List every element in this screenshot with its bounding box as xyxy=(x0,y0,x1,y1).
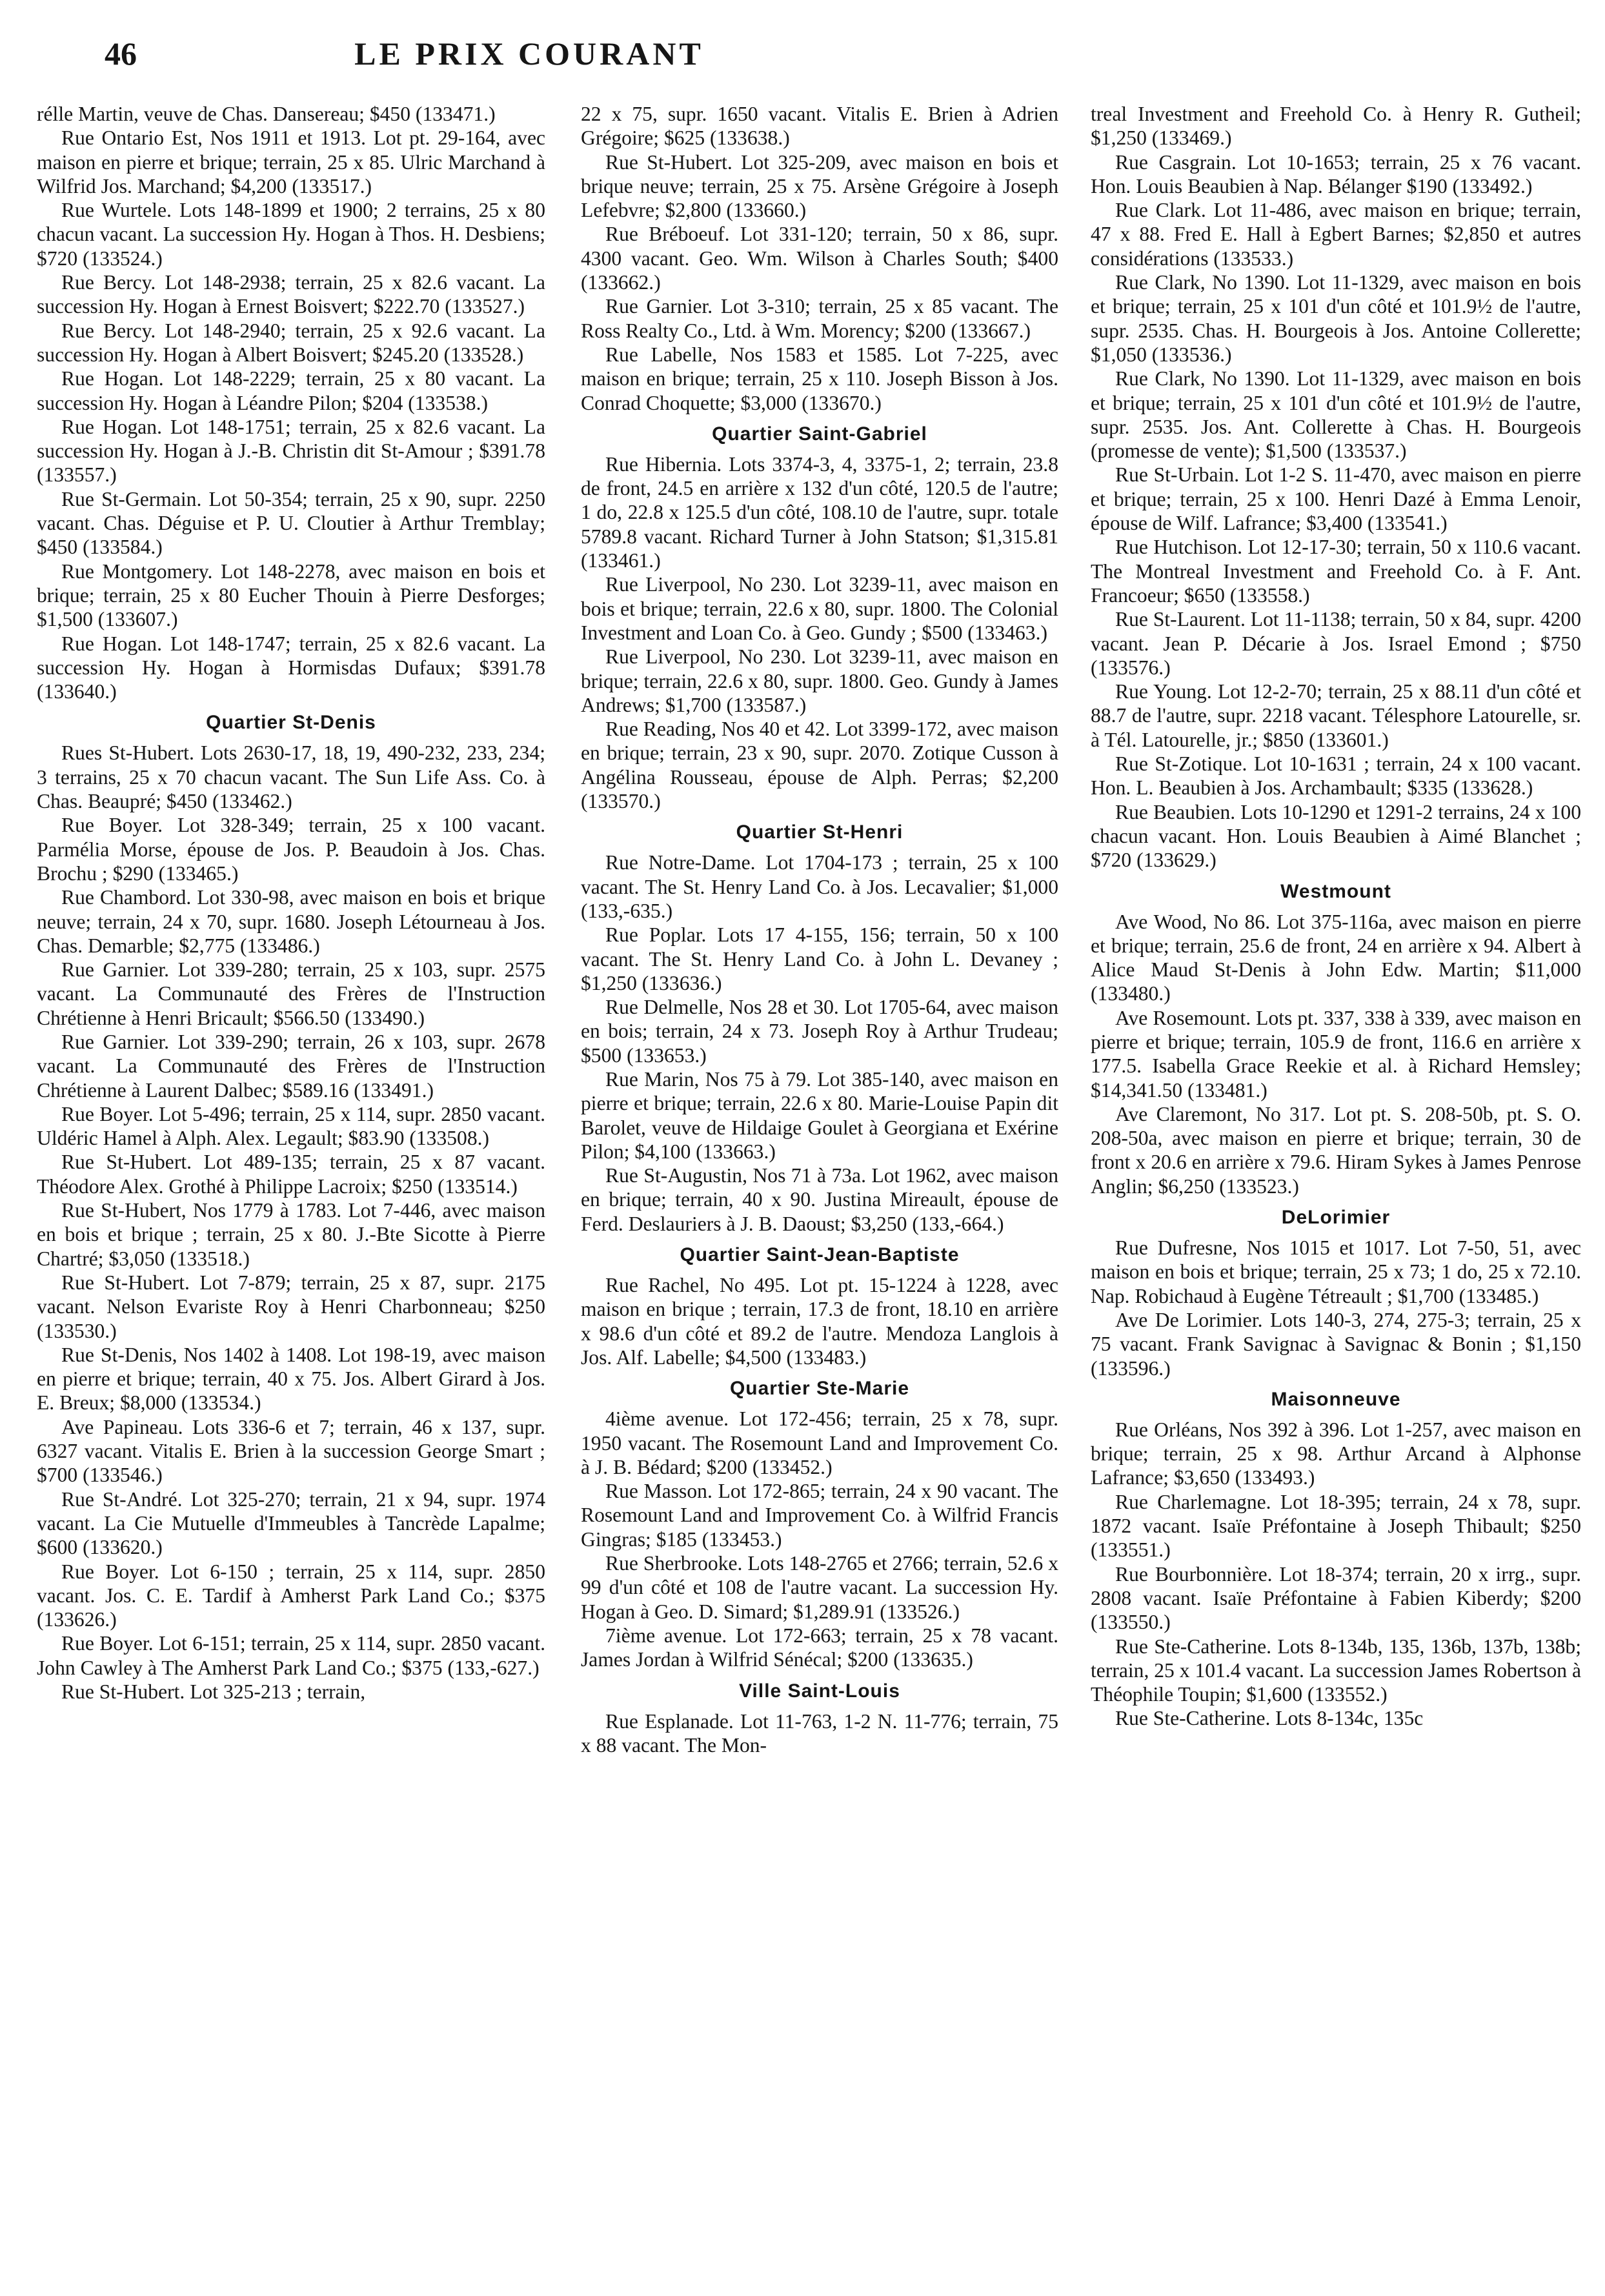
page-number: 46 xyxy=(105,35,137,72)
section-heading: Quartier Ste-Marie xyxy=(729,1378,910,1400)
continued-listing: treal Investment and Freehold Co. à Henry R. Gutheil; $1,250 (133469.) xyxy=(1091,103,1581,150)
property-listing: Rue Notre-Dame. Lot 1704-173 ; terrain, 25 x 100 vacant. The St. Henry Land Co. à Jos. Lecavalier; $1,000 (133,-635.) xyxy=(581,851,1058,922)
property-listing: Rues St-Hubert. Lots 2630-17, 18, 19, 490-232, 233, 234; 3 terrains, 25 x 70 chacun vacant. The Sun Life Ass. Co. à Chas. Beaupré; $450 (133462.) xyxy=(37,741,545,813)
property-listing: Rue Rachel, No 495. Lot pt. 15-1224 à 1228, avec maison en brique ; terrain, 17.3 de front, 18.10 en arrière x 98.6 d'un côté et 89.2 de l'autre. Mendoza Langlois à Jos. Alf. Labelle; $4,500 (133483.) xyxy=(581,1274,1058,1369)
property-listing: Rue St-Denis, Nos 1402 à 1408. Lot 198-19, avec maison en pierre et brique; terrain, 40 x 75. Jos. Albert Girard à Jos. E. Breux; $8,000 (133534.) xyxy=(37,1343,545,1415)
property-listing: Rue Hogan. Lot 148-1751; terrain, 25 x 82.6 vacant. La succession Hy. Hogan à J.-B. Christin dit St-Amour ; $391.78 (133557.) xyxy=(37,415,545,487)
property-listing: Rue St-Hubert. Lot 325-213 ; terrain, xyxy=(61,1680,366,1703)
property-listing: Rue Bourbonnière. Lot 18-374; terrain, 20 x irrg., supr. 2808 vacant. Isaïe Préfontaine à Fabien Kiberdy; $200 (133550.) xyxy=(1091,1562,1581,1634)
column-2 xyxy=(581,102,1058,1757)
section-heading: Westmount xyxy=(1280,880,1391,902)
section-heading: Quartier Saint-Jean-Baptiste xyxy=(680,1244,960,1266)
property-listing: Rue Bréboeuf. Lot 331-120; terrain, 50 x 86, supr. 4300 vacant. Geo. Wm. Wilson à Charles South; $400 (133662.) xyxy=(581,223,1058,294)
property-listing: Rue Clark, No 1390. Lot 11-1329, avec maison en bois et brique; terrain, 25 x 101 d'un côté et 101.9½ de l'autre, supr. 2535. Chas. H. Bourgeois à Jos. Antoine Collerette; $1,050 (133536.) xyxy=(1091,271,1581,366)
property-listing: Rue Orléans, Nos 392 à 396. Lot 1-257, avec maison en brique; terrain, 25 x 98. Arthur Arcand à Alphonse Lafrance; $3,650 (133493.) xyxy=(1091,1418,1581,1489)
section-heading: Quartier Saint-Gabriel xyxy=(712,423,927,445)
property-listing: Rue Ste-Catherine. Lots 8-134c, 135c xyxy=(1115,1707,1424,1730)
property-listing: Rue Garnier. Lot 339-290; terrain, 26 x 103, supr. 2678 vacant. La Communauté des Frères de l'Instruction Chrétienne à Laurent Dalbec; $589.16 (133491.) xyxy=(37,1030,545,1102)
property-listing: Rue Liverpool, No 230. Lot 3239-11, avec maison en brique; terrain, 22.6 x 80, supr. 1800. Geo. Gundy à James Andrews; $1,700 (133587.) xyxy=(581,645,1058,716)
property-listing: Rue Garnier. Lot 3-310; terrain, 25 x 85 vacant. The Ross Realty Co., Ltd. à Wm. Morency; $200 (133667.) xyxy=(581,295,1058,342)
property-listing: Rue Boyer. Lot 5-496; terrain, 25 x 114, supr. 2850 vacant. Uldéric Hamel à Alph. Alex. Legault; $83.90 (133508.) xyxy=(37,1102,545,1150)
property-listing: Rue Esplanade. Lot 11-763, 1-2 N. 11-776; terrain, 75 x 88 vacant. The Mon- xyxy=(581,1709,1058,1757)
property-listing: Rue Hutchison. Lot 12-17-30; terrain, 50 x 110.6 vacant. The Montreal Investment and Freehold Co. à F. Ant. Francoeur; $650 (133558.) xyxy=(1091,536,1581,607)
property-listing: Rue Garnier. Lot 339-280; terrain, 25 x 103, supr. 2575 vacant. La Communauté des Frères de l'Instruction Chrétienne à Henri Bricault; $566.50 (133490.) xyxy=(37,958,545,1029)
property-listing: Rue Hogan. Lot 148-2229; terrain, 25 x 80 vacant. La succession Hy. Hogan à Léandre Pilon; $204 (133538.) xyxy=(37,367,545,414)
property-listing: Ave Papineau. Lots 336-6 et 7; terrain, 46 x 137, supr. 6327 vacant. Vitalis E. Brien à la succession George Smart ; $700 (133546.) xyxy=(37,1415,545,1487)
section-heading: Maisonneuve xyxy=(1271,1388,1401,1410)
property-listing: Rue Hibernia. Lots 3374-3, 4, 3375-1, 2; terrain, 23.8 de front, 24.5 en arrière x 132 d'un côté, 120.5 de l'autre; 1 do, 22.8 x 125.5 d'un côté, 108.10 de l'autre, supr. totale 5789.8 vacant. Richard Turner à John Statson; $1,315.81 (133461.) xyxy=(581,452,1058,572)
property-listing: Rue St-Hubert, Nos 1779 à 1783. Lot 7-446, avec maison en bois et brique ; terrain, 25 x 80. J.-Bte Sicotte à Pierre Chartré; $3,050 (133518.) xyxy=(37,1199,545,1270)
property-listing: Rue Bercy. Lot 148-2938; terrain, 25 x 82.6 vacant. La succession Hy. Hogan à Ernest Boisvert; $222.70 (133527.) xyxy=(37,271,545,318)
section-heading: Quartier St-Denis xyxy=(206,712,376,734)
section-heading: Quartier St-Henri xyxy=(736,821,903,843)
page-header xyxy=(71,32,987,77)
property-listing: Rue Wurtele. Lots 148-1899 et 1900; 2 terrains, 25 x 80 chacun vacant. La succession Hy. Hogan à Thos. H. Desbiens; $720 (133524.) xyxy=(37,199,545,270)
property-listing: Rue Delmelle, Nos 28 et 30. Lot 1705-64, avec maison en bois; terrain, 24 x 73. Joseph Roy à Arthur Trudeau; $500 (133653.) xyxy=(581,996,1058,1067)
property-listing: Rue St-Urbain. Lot 1-2 S. 11-470, avec maison en pierre et brique; terrain, 25 x 100. Henri Dazé à Emma Lenoir, épouse de Wilf. Lafrance; $3,400 (133541.) xyxy=(1091,463,1581,535)
property-listing: 4ième avenue. Lot 172-456; terrain, 25 x 78, supr. 1950 vacant. The Rosemount Land and Improvement Co. à J. B. Bédard; $200 (133452.) xyxy=(581,1407,1058,1478)
property-listing: Rue Ste-Catherine. Lots 8-134b, 135, 136b, 137b, 138b; terrain, 25 x 101.4 vacant. La succession James Robertson à Théophile Toupin; $1,600 (133552.) xyxy=(1091,1635,1581,1706)
property-listing: Rue Poplar. Lots 17 4-155, 156; terrain, 50 x 100 vacant. The St. Henry Land Co. à John L. Devaney ; $1,250 (133636.) xyxy=(581,923,1058,994)
column-1 xyxy=(37,102,545,1704)
property-listing: Rue Beaubien. Lots 10-1290 et 1291-2 terrains, 24 x 100 chacun vacant. Hon. Louis Beaubien à Aimé Blanchet ; $720 (133629.) xyxy=(1091,800,1581,872)
property-listing: Rue Liverpool, No 230. Lot 3239-11, avec maison en bois et brique; terrain, 22.6 x 80, supr. 1800. The Colonial Investment and Loan Co. à Geo. Gundy ; $500 (133463.) xyxy=(581,573,1058,644)
property-listing: Rue Boyer. Lot 6-151; terrain, 25 x 114, supr. 2850 vacant. John Cawley à The Amherst Park Land Co.; $375 (133,-627.) xyxy=(37,1632,545,1679)
property-listing: Rue Reading, Nos 40 et 42. Lot 3399-172, avec maison en brique; terrain, 23 x 90, supr. 2070. Zotique Cusson à Angélina Rousseau, épouse de Alph. Perras; $2,200 (133570.) xyxy=(581,718,1058,813)
continued-listing: rélle Martin, veuve de Chas. Dansereau; $450 (133471.) xyxy=(37,103,496,125)
property-listing: Rue Boyer. Lot 6-150 ; terrain, 25 x 114, supr. 2850 vacant. Jos. C. E. Tardif à Amherst Park Land Co.; $375 (133626.) xyxy=(37,1560,545,1631)
property-listing: Rue Masson. Lot 172-865; terrain, 24 x 90 vacant. The Rosemount Land and Improvement Co. à Wilfrid Francis Gingras; $185 (133453.) xyxy=(581,1480,1058,1551)
property-listing: Rue St-Hubert. Lot 7-879; terrain, 25 x 87, supr. 2175 vacant. Nelson Evariste Roy à Henri Charbonneau; $250 (133530.) xyxy=(37,1271,545,1342)
property-listing: Rue St-Hubert. Lot 325-209, avec maison en bois et brique neuve; terrain, 25 x 75. Arsène Grégoire à Joseph Lefebvre; $2,800 (133660.) xyxy=(581,150,1058,222)
property-listing: Rue Montgomery. Lot 148-2278, avec maison en bois et brique; terrain, 25 x 80 Eucher Thouin à Pierre Desforges; $1,500 (133607.) xyxy=(37,559,545,631)
section-heading: Ville Saint-Louis xyxy=(739,1680,900,1702)
property-listing: Rue Boyer. Lot 328-349; terrain, 25 x 100 vacant. Parmélia Morse, épouse de Jos. P. Beaudoin à Jos. Chas. Brochu ; $290 (133465.) xyxy=(37,814,545,885)
property-listing: Ave Rosemount. Lots pt. 337, 338 à 339, avec maison en pierre et brique; terrain, 105.9 de front, 116.6 en arrière x 177.5. Isabella Grace Reekie et al. à Richard Hemsley; $14,341.50 (133481.) xyxy=(1091,1006,1581,1102)
property-listing: Rue Ontario Est, Nos 1911 et 1913. Lot pt. 29-164, avec maison en pierre et brique; terrain, 25 x 85. Ulric Marchand à Wilfrid Jos. Marchand; $4,200 (133517.) xyxy=(37,126,545,197)
property-listing: Rue Clark, No 1390. Lot 11-1329, avec maison en bois et brique; terrain, 25 x 101 d'un côté et 101.9½ de l'autre, supr. 2535. Jos. Ant. Collerette à Chas. H. Bourgeois (promesse de vente); $1,500 (133537.) xyxy=(1091,367,1581,463)
publication-title: LE PRIX COURANT xyxy=(354,35,704,72)
property-listing: Rue St-André. Lot 325-270; terrain, 21 x 94, supr. 1974 vacant. La Cie Mutuelle d'Immeubles à Tancrède Lapalme; $600 (133620.) xyxy=(37,1487,545,1559)
property-listing: Rue Sherbrooke. Lots 148-2765 et 2766; terrain, 52.6 x 99 d'un côté et 108 de l'autre vacant. La succession Hy. Hogan à Geo. D. Simard; $1,289.91 (133526.) xyxy=(581,1552,1058,1623)
property-listing: 7ième avenue. Lot 172-663; terrain, 25 x 78 vacant. James Jordan à Wilfrid Sénécal; $200 (133635.) xyxy=(581,1624,1058,1671)
property-listing: Rue Marin, Nos 75 à 79. Lot 385-140, avec maison en pierre et brique; terrain, 22.6 x 80. Marie-Louise Papin dit Barolet, veuve de Hildaige Goulet à Georgiana et Exérine Pilon; $4,100 (133663.) xyxy=(581,1067,1058,1163)
property-listing: Rue St-Zotique. Lot 10-1631 ; terrain, 24 x 100 vacant. Hon. L. Beaubien à Jos. Archambault; $335 (133628.) xyxy=(1091,752,1581,800)
column-3 xyxy=(1091,102,1581,1731)
continued-listing: 22 x 75, supr. 1650 vacant. Vitalis E. Brien à Adrien Grégoire; $625 (133638.) xyxy=(581,103,1058,150)
property-listing: Rue Chambord. Lot 330-98, avec maison en bois et brique neuve; terrain, 24 x 70, supr. 1680. Joseph Létourneau à Jos. Chas. Demarble; $2,775 (133486.) xyxy=(37,886,545,957)
property-listing: Rue St-Hubert. Lot 489-135; terrain, 25 x 87 vacant. Théodore Alex. Grothé à Philippe Lacroix; $250 (133514.) xyxy=(37,1151,545,1198)
property-listing: Ave De Lorimier. Lots 140-3, 274, 275-3; terrain, 25 x 75 vacant. Frank Savignac à Savignac & Bonin ; $1,150 (133596.) xyxy=(1091,1308,1581,1380)
property-listing: Rue Labelle, Nos 1583 et 1585. Lot 7-225, avec maison en brique; terrain, 25 x 110. Joseph Bisson à Jos. Conrad Choquette; $3,000 (133670.) xyxy=(581,343,1058,414)
property-listing: Rue St-Laurent. Lot 11-1138; terrain, 50 x 84, supr. 4200 vacant. Jean P. Décarie à Jos. Israel Emond ; $750 (133576.) xyxy=(1091,608,1581,679)
property-listing: Rue Dufresne, Nos 1015 et 1017. Lot 7-50, 51, avec maison en bois et brique; terrain, 25 x 73; 1 do, 25 x 72.10. Nap. Robichaud à Eugène Tétreault ; $1,700 (133485.) xyxy=(1091,1236,1581,1307)
property-listing: Rue Bercy. Lot 148-2940; terrain, 25 x 92.6 vacant. La succession Hy. Hogan à Albert Boisvert; $245.20 (133528.) xyxy=(37,319,545,366)
property-listing: Rue Young. Lot 12-2-70; terrain, 25 x 88.11 d'un côté et 88.7 de l'autre, supr. 2218 vacant. Télesphore Latourelle, sr. à Tél. Latourelle, jr.; $850 (133601.) xyxy=(1091,680,1581,751)
property-listing: Ave Wood, No 86. Lot 375-116a, avec maison en pierre et brique; terrain, 25.6 de front, 24 en arrière x 94. Albert à Alice Maud St-Denis à John Edw. Martin; $11,000 (133480.) xyxy=(1091,910,1581,1005)
property-listing: Rue Charlemagne. Lot 18-395; terrain, 24 x 78, supr. 1872 vacant. Isaïe Préfontaine à Joseph Thibault; $250 (133551.) xyxy=(1091,1490,1581,1562)
property-listing: Rue Clark. Lot 11-486, avec maison en brique; terrain, 47 x 88. Fred E. Hall à Egbert Barnes; $2,850 et autres considérations (133533.) xyxy=(1091,199,1581,270)
property-listing: Rue St-Germain. Lot 50-354; terrain, 25 x 90, supr. 2250 vacant. Chas. Déguise et P. U. Cloutier à Arthur Tremblay; $450 (133584.) xyxy=(37,487,545,559)
property-listing: Rue St-Augustin, Nos 71 à 73a. Lot 1962, avec maison en brique; terrain, 40 x 90. Justina Mireault, épouse de Ferd. Deslauriers à J. B. Daoust; $3,250 (133,-664.) xyxy=(581,1164,1058,1235)
section-heading: DeLorimier xyxy=(1281,1207,1391,1229)
property-listing: Ave Claremont, No 317. Lot pt. S. 208-50b, pt. S. O. 208-50a, avec maison en pierre et brique; terrain, 30 de front x 20.6 en arrière x 79.6. Hiram Sykes à James Penrose Anglin; $6,250 (133523.) xyxy=(1091,1102,1581,1198)
property-listing: Rue Hogan. Lot 148-1747; terrain, 25 x 82.6 vacant. La succession Hy. Hogan à Hormisdas Dufaux; $391.78 (133640.) xyxy=(37,632,545,703)
property-listing: Rue Casgrain. Lot 10-1653; terrain, 25 x 76 vacant. Hon. Louis Beaubien à Nap. Bélanger $190 (133492.) xyxy=(1091,150,1581,197)
